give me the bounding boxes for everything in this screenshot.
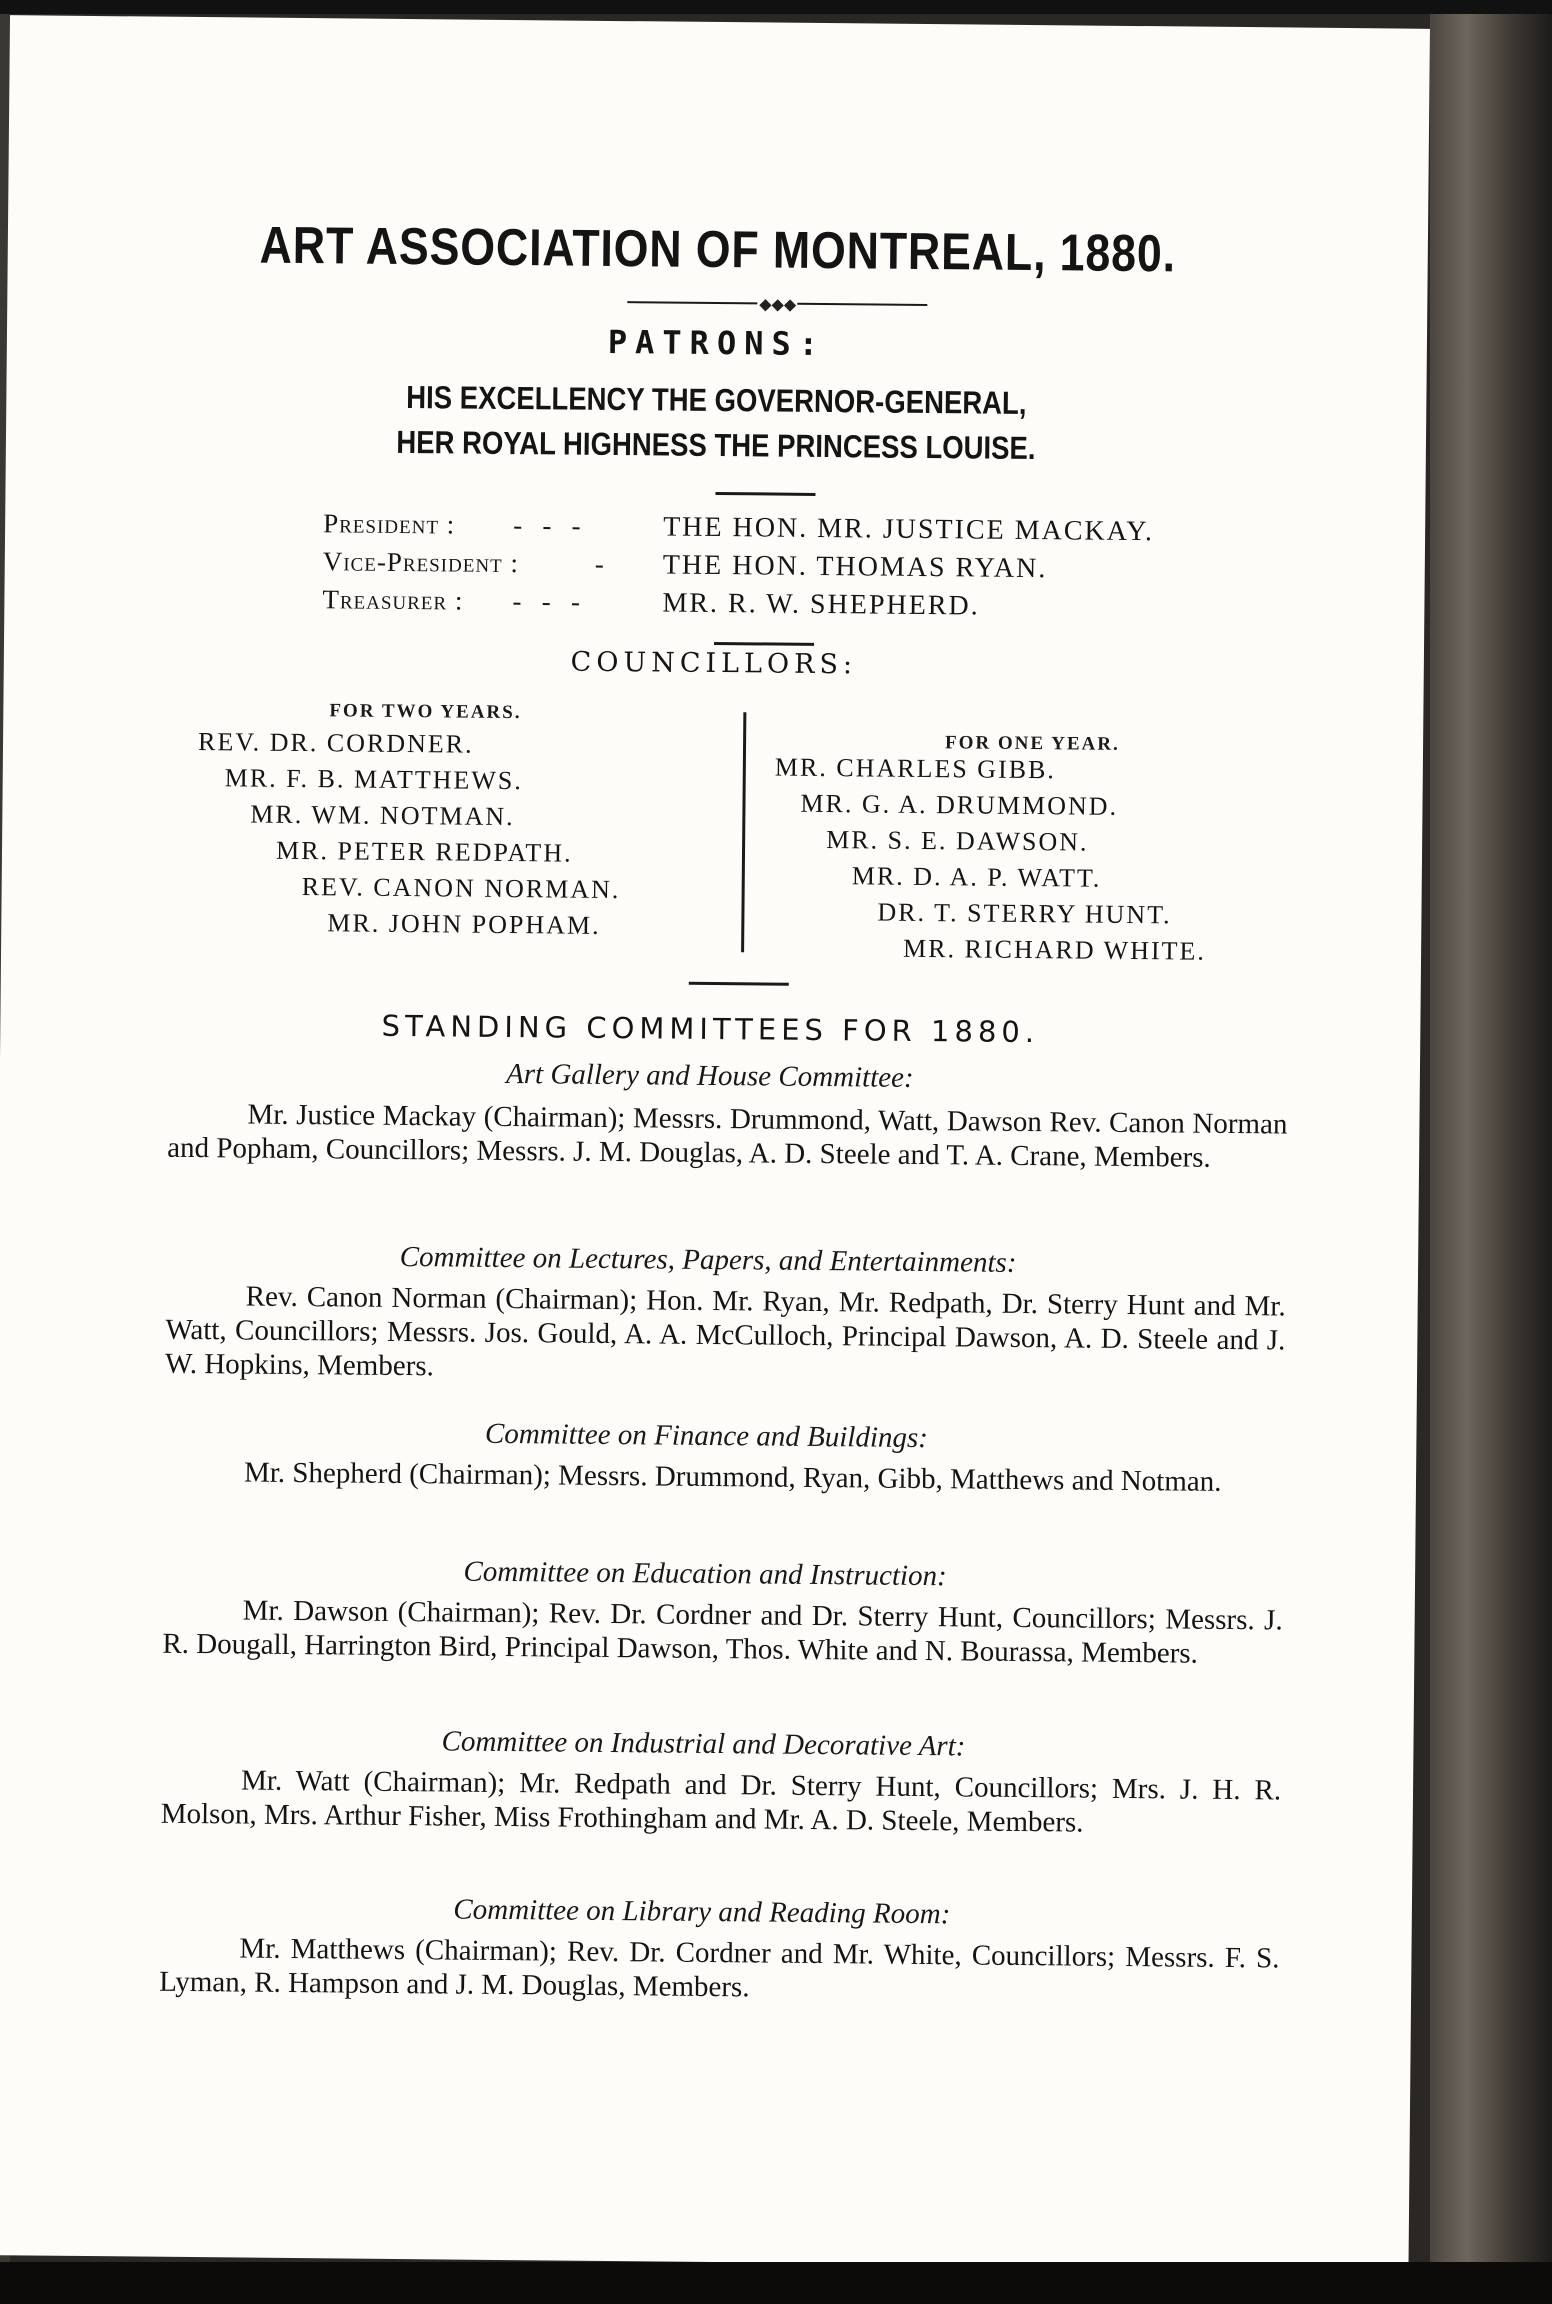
committee-heading: Committee on Education and Instruction: <box>463 1555 947 1593</box>
committee-members: Mr. Dawson (Chairman); Rev. Dr. Cordner and Dr. Sterry Hunt, Councillors; Messrs. J. R. Dougall, Harrington Bird, Principal Dawson, Thos. White and N. Bourassa, Members. <box>162 1594 1283 1670</box>
councillor-name: MR. F. B. MATTHEWS. <box>224 763 523 796</box>
one-year-label: FOR ONE YEAR. <box>944 732 1120 755</box>
councillor-name: MR. PETER REDPATH. <box>275 835 573 868</box>
officer-name: THE HON. THOMAS RYAN. <box>662 549 1048 585</box>
councillors-heading: COUNCILLORS: <box>570 646 858 681</box>
committee-text <box>165 1279 1286 1392</box>
committee-members: Mr. Watt (Chairman); Mr. Redpath and Dr. Sterry Hunt, Councillors; Mrs. J. H. R. Molson, Mrs. Arthur Fisher, Miss Frothingham and Mr. A. D. Steele, Members. <box>160 1764 1282 1839</box>
title-rule-left <box>627 301 757 304</box>
patron-line-2: HER ROYAL HIGHNESS THE PRINCESS LOUISE. <box>396 423 1036 467</box>
standing-committees-heading: STANDING COMMITTEES FOR 1880. <box>381 1008 1040 1050</box>
patrons-rule <box>715 492 815 496</box>
officer-name: MR. R. W. SHEPHERD. <box>662 587 980 622</box>
committee-text <box>164 1455 1284 1500</box>
committee-heading: Committee on Lectures, Papers, and Entertainments: <box>399 1240 1017 1279</box>
committee-text <box>161 1763 1282 1842</box>
councillor-name: MR. G. A. DRUMMOND. <box>800 788 1119 821</box>
councillor-name: MR. JOHN POPHAM. <box>327 908 601 940</box>
councillor-name: REV. CANON NORMAN. <box>301 872 621 905</box>
ornament-icon: ◆◆◆ <box>759 296 797 314</box>
patrons-heading: PATRONS: <box>607 322 827 364</box>
councillor-name: MR. WM. NOTMAN. <box>250 799 515 832</box>
committee-members: Mr. Shepherd (Chairman); Messrs. Drummond, Ryan, Gibb, Matthews and Notman. <box>243 1456 1222 1498</box>
officer-title: Treasurer : <box>322 584 464 616</box>
committee-heading: Committee on Finance and Buildings: <box>484 1417 929 1455</box>
councillor-name: DR. T. STERRY HUNT. <box>877 897 1172 930</box>
patron-line-1: HIS EXCELLENCY THE GOVERNOR-GENERAL, <box>406 379 1027 421</box>
committee-text <box>159 1931 1280 2010</box>
councillors-rule <box>689 982 789 986</box>
councillor-name: REV. DR. CORDNER. <box>197 727 474 759</box>
scan-bottom-edge <box>0 2262 1552 2304</box>
committee-text <box>162 1593 1283 1672</box>
book-spine-edge <box>1430 0 1552 2304</box>
committee-members: Mr. Matthews (Chairman); Rev. Dr. Cordner and Mr. White, Councillors; Messrs. F. S. Lyman, R. Hampson and J. M. Douglas, Members. <box>159 1932 1280 2004</box>
page-title: ART ASSOCIATION OF MONTREAL, 1880. <box>259 216 1177 284</box>
officer-treasurer <box>322 584 1222 633</box>
title-rule-right <box>797 303 927 306</box>
committee-heading: Committee on Library and Reading Room: <box>453 1893 951 1931</box>
officer-dashes: - - - <box>512 586 581 617</box>
committee-heading: Committee on Industrial and Decorative Art: <box>441 1725 966 1763</box>
officer-dashes: - <box>594 548 604 579</box>
councillor-name: MR. RICHARD WHITE. <box>902 933 1206 966</box>
document-page <box>0 15 1430 2269</box>
councillor-name: MR. D. A. P. WATT. <box>851 861 1102 893</box>
councillor-name: MR. CHARLES GIBB. <box>774 752 1057 785</box>
officers-rule <box>714 642 814 646</box>
officer-title: Vice-President : <box>322 546 520 579</box>
committee-members: Rev. Canon Norman (Chairman); Hon. Mr. Ryan, Mr. Redpath, Dr. Sterry Hunt and Mr. Watt, Councillors; Messrs. Jos. Gould, A. A. McCulloch, Principal Dawson, A. D. Steele and J. W. Hopkins, Members. <box>164 1280 1286 1383</box>
committee-text <box>167 1097 1288 1176</box>
officer-name: THE HON. MR. JUSTICE MACKAY. <box>663 511 1155 548</box>
councillor-name: MR. S. E. DAWSON. <box>826 825 1089 857</box>
two-years-label: FOR TWO YEARS. <box>329 700 522 724</box>
scan-top-edge <box>0 0 1552 14</box>
councillors-divider <box>741 712 746 952</box>
officer-title: President : <box>323 508 456 540</box>
committee-members: Mr. Justice Mackay (Chairman); Messrs. Drummond, Watt, Dawson Rev. Canon Norman and Popham, Councillors; Messrs. J. M. Douglas, A. D. Steele and T. A. Crane, Members. <box>167 1098 1288 1174</box>
committee-heading: Art Gallery and House Committee: <box>505 1057 914 1094</box>
officer-dashes: - - - <box>513 510 581 541</box>
